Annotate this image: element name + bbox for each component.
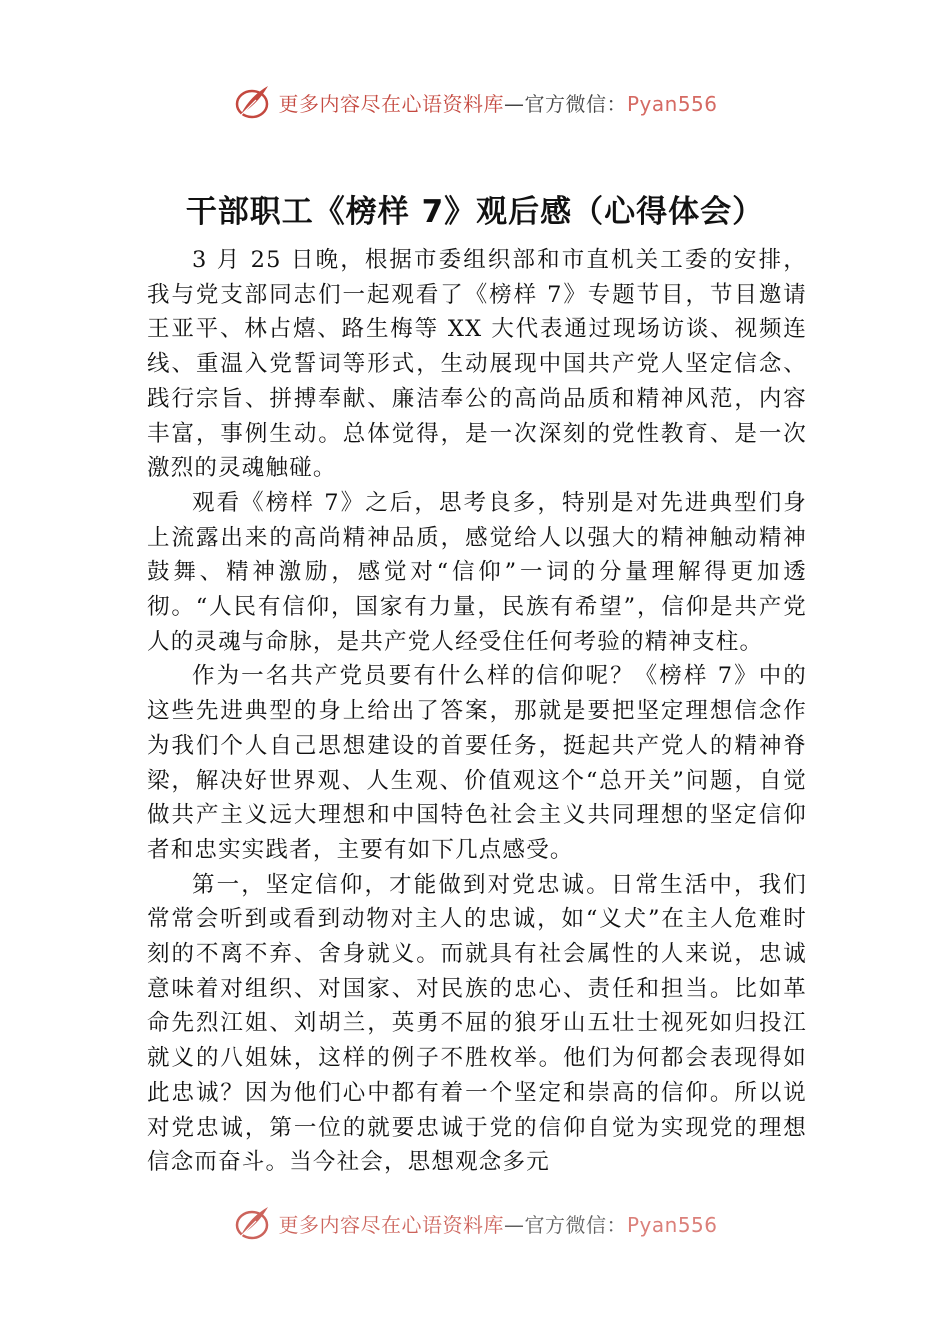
watermark-main-text: 更多内容尽在心语资料库 bbox=[278, 91, 504, 116]
watermark-dash: — bbox=[503, 91, 525, 116]
watermark-dash: — bbox=[503, 1212, 525, 1237]
document-body bbox=[147, 243, 807, 1221]
watermark-text bbox=[278, 88, 717, 117]
header-watermark-banner bbox=[0, 82, 950, 122]
watermark-main-text: 更多内容尽在心语资料库 bbox=[278, 1212, 504, 1237]
feather-pen-logo-icon bbox=[232, 1203, 272, 1243]
watermark-wechat-label: 官方微信： bbox=[524, 91, 627, 116]
watermark-account: Pyan556 bbox=[626, 91, 718, 116]
watermark-account: Pyan556 bbox=[626, 1212, 718, 1237]
watermark-text bbox=[278, 1209, 717, 1238]
paragraph-4: 第一，坚定信仰，才能做到对党忠诚。日常生活中，我们常常会听到或看到动物对主人的忠诚，如“义犬”在主人危难时刻的不离不弃、舍身就义。而就具有社会属性的人来说，忠诚意味着对组织、对国家、对民族的忠心、责任和担当。比如革命先烈江姐、刘胡兰，英勇不屈的狼牙山五壮士视死如归投江就义的八姐妹，这样的例子不胜枚举。他们为何都会表现得如此忠诚？因为他们心中都有着一个坚定和崇高的信仰。所以说对党忠诚，第一位的就要忠诚于党的信仰自觉为实现党的理想信念而奋斗。当今社会，思想观念多元 bbox=[147, 871, 807, 1176]
feather-pen-logo-icon bbox=[232, 82, 272, 122]
paragraph-1: 3 月 25 日晚，根据市委组织部和市直机关工委的安排，我与党支部同志们一起观看了《榜样 7》专题节目，节目邀请王亚平、林占熺、路生梅等 XX 大代表通过现场访谈、视频连线、重温入党誓词等形式，生动展现中国共产党人坚定信念、践行宗旨、拼搏奉献、廉洁奉公的高尚品质和精神风范，内容丰富，事例生动。总体觉得，是一次深刻的党性教育、是一次激烈的灵魂触碰。 bbox=[147, 247, 807, 482]
footer-watermark-banner bbox=[0, 1203, 950, 1243]
document-title: 干部职工《榜样 7》观后感（心得体会） bbox=[185, 194, 765, 230]
paragraph-2: 观看《榜样 7》之后，思考良多，特别是对先进典型们身上流露出来的高尚精神品质，感觉给人以强大的精神触动精神鼓舞、精神激励，感觉对“信仰”一词的分量理解得更加透彻。“人民有信仰，国家有力量，民族有希望”，信仰是共产党人的灵魂与命脉，是共产党人经受住任何考验的精神支柱。 bbox=[147, 489, 807, 655]
watermark-wechat-label: 官方微信： bbox=[524, 1212, 627, 1237]
paragraph-3: 作为一名共产党员要有什么样的信仰呢？《榜样 7》中的这些先进典型的身上给出了答案，那就是要把坚定理想信念作为我们个人自己思想建设的首要任务，挺起共产党人的精神脊梁，解决好世界观、人生观、价值观这个“总开关”问题，自觉做共产主义远大理想和中国特色社会主义共同理想的坚定信仰者和忠实实践者，主要有如下几点感受。 bbox=[147, 663, 807, 863]
